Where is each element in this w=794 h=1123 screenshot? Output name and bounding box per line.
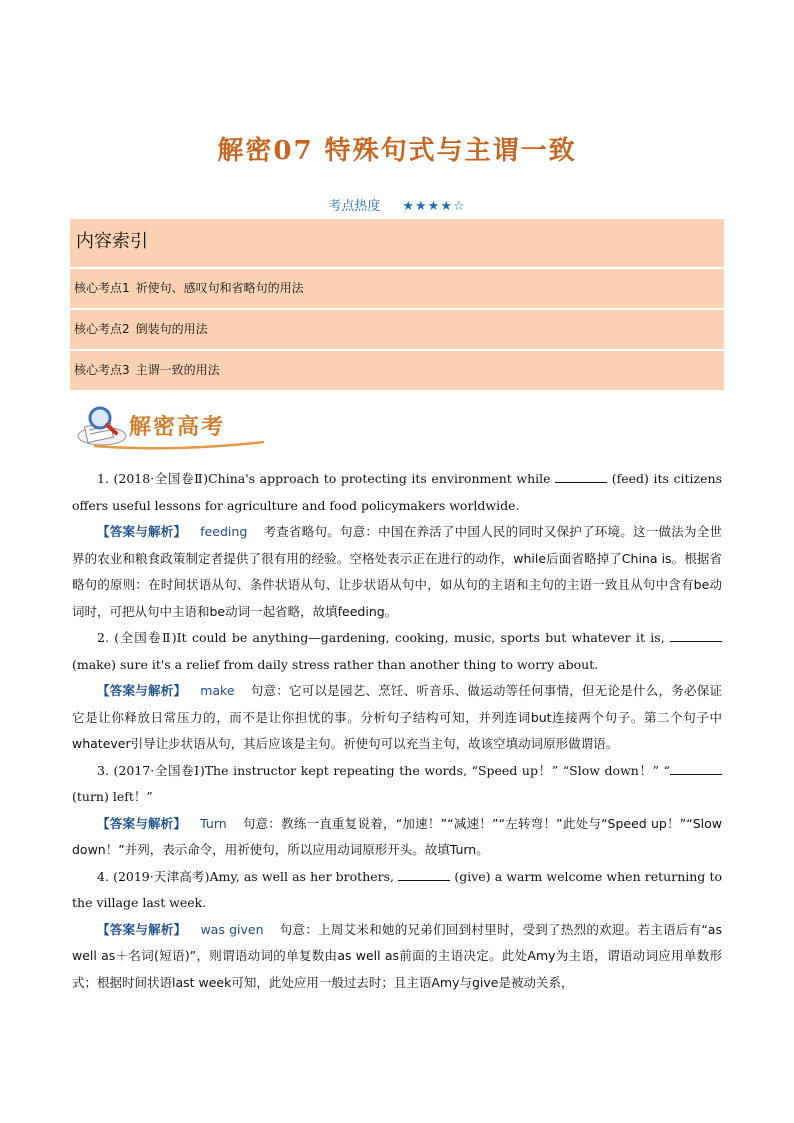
answer-4	[72, 917, 722, 997]
index-row-text: 主谓一致的用法	[135, 363, 220, 377]
section-banner	[74, 402, 274, 450]
answer-value: Turn	[200, 815, 227, 831]
answer-1	[72, 519, 722, 625]
heat-rating	[0, 195, 794, 214]
answer-value: make	[200, 683, 235, 698]
content-index	[70, 219, 724, 392]
answer-tag: 【答案与解析】	[97, 683, 187, 698]
answer-value: was given	[200, 921, 264, 937]
answer-blank[interactable]	[670, 629, 722, 642]
index-row-num: 核心考点1	[74, 281, 130, 295]
index-row-text: 祈使句、感叹句和省略句的用法	[135, 281, 304, 295]
question-text: 3. (2017·全国卷Ⅰ)The instructor kept repeating the words, “Speed up！” “Slow down！” “	[97, 762, 670, 778]
star-rating: ★★★★☆	[402, 199, 466, 214]
answer-blank[interactable]	[398, 868, 450, 881]
question-2	[72, 625, 722, 678]
index-heading: 内容索引	[70, 219, 724, 269]
index-row-num: 核心考点2	[74, 322, 130, 336]
question-text: 1. (2018·全国卷Ⅱ)China's approach to protecting its environment while	[97, 471, 551, 486]
answer-explanation: 句意：上周艾米和她的兄弟们回到村里时，受到了热烈的欢迎。若主语后有“as well as＋名词(短语)”，则谓语动词的单复数由as well as前面的主语决定。此处Amy为主语，谓语动词应用单数形式；根据时间状语last week可知，此处应用一般过去时；且主语Amy与give是被动关系，	[72, 921, 722, 990]
index-row[interactable]	[70, 269, 724, 310]
question-text: 4. (2019·天津高考)Amy, as well as her brothers,	[97, 868, 395, 884]
question-3	[72, 758, 722, 811]
banner-label: 解密高考	[129, 414, 226, 440]
index-row-num: 核心考点3	[74, 363, 130, 377]
exam-content	[72, 466, 722, 996]
answer-blank[interactable]	[555, 470, 607, 483]
page-title: 解密07 特殊句式与主谓一致	[217, 136, 577, 166]
index-row-text: 倒装句的用法	[135, 322, 208, 336]
question-text: (turn) left！”	[72, 789, 153, 804]
question-text: (give) a warm welcome when returning to the village last week.	[72, 868, 722, 910]
index-row[interactable]	[70, 351, 724, 392]
answer-explanation: 句意：教练一直重复说着，“加速！”“减速！”“左转弯！”此处与“Speed up！”“Slow down！”并列，表示命令，用祈使句，所以应用动词原形开头。故填Turn。	[72, 815, 722, 857]
answer-explanation: 考查省略句。句意：中国在养活了中国人民的同时又保护了环境。这一做法为全世界的农业和粮食政策制定者提供了很有用的经验。空格处表示正在进行的动作，while后面省略掉了China is。根据省略句的原则：在时间状语从句、条件状语从句、让步状语从句中，如从句的主语和主句的主语一致且从句中含有be动词时，可把从句中主语和be动词一起省略，故填feeding。	[72, 524, 722, 619]
heat-label: 考点热度	[328, 199, 381, 214]
answer-3	[72, 811, 722, 864]
answer-2	[72, 678, 722, 758]
answer-blank[interactable]	[670, 762, 722, 775]
answer-value: feeding	[200, 524, 248, 539]
question-text: 2. (全国卷Ⅱ)It could be anything—gardening, cooking, music, sports but whatever it is,	[97, 630, 665, 645]
answer-tag: 【答案与解析】	[97, 815, 187, 831]
question-text: (make) sure it's a relief from daily stress rather than another thing to worry about.	[72, 656, 599, 672]
answer-tag: 【答案与解析】	[97, 524, 187, 539]
answer-tag: 【答案与解析】	[97, 921, 187, 937]
question-4	[72, 864, 722, 917]
question-1	[72, 466, 722, 519]
answer-explanation: 句意：它可以是园艺、烹饪、听音乐、做运动等任何事情，但无论是什么，务必保证它是让你释放日常压力的，而不是让你担忧的事。分析句子结构可知，并列连词but连接两个句子。第二个句子中whatever引导让步状语从句，其后应该是主句。祈使句可以充当主句，故该空填动词原形做谓语。	[72, 683, 722, 751]
index-row[interactable]	[70, 310, 724, 351]
question-text: (feed) its citizens offers useful lessons for agriculture and food policymakers worldwide.	[72, 471, 722, 513]
